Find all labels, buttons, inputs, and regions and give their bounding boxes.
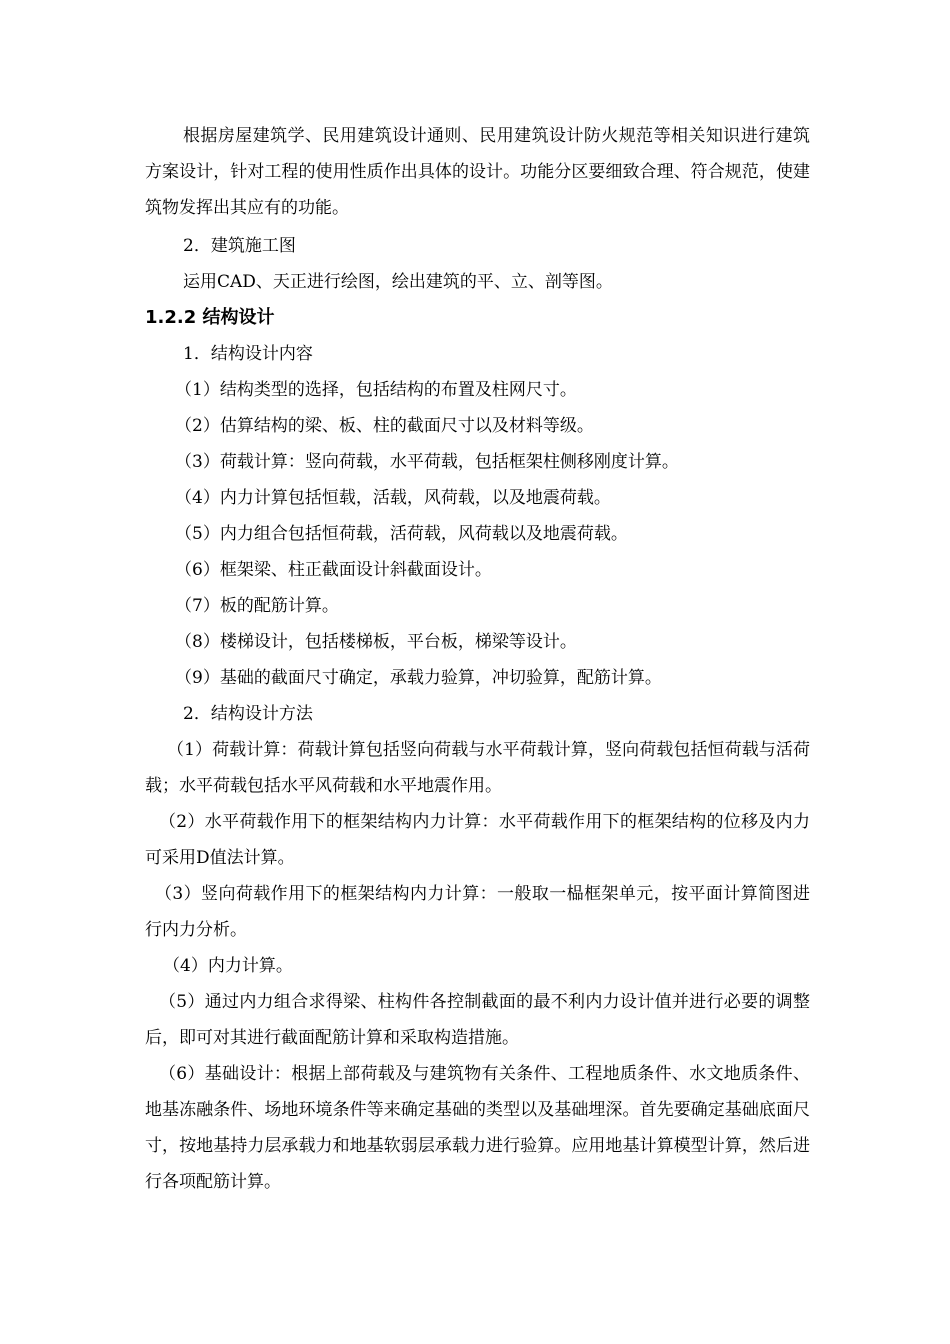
method-item: （1）荷载计算：荷载计算包括竖向荷载与水平荷载计算，竖向荷载包括恒荷载与活荷载；水平荷载包括水平风荷载和水平地震作用。 bbox=[145, 740, 810, 796]
content-item: （7）板的配筋计算。 bbox=[175, 596, 339, 616]
content-item: （9）基础的截面尺寸确定，承载力验算，冲切验算，配筋计算。 bbox=[175, 668, 662, 688]
method-title: 2．结构设计方法 bbox=[183, 704, 313, 724]
content-item: （8）楼梯设计，包括楼梯板，平台板，梯梁等设计。 bbox=[175, 632, 577, 652]
intro-paragraph: 根据房屋建筑学、民用建筑设计通则、民用建筑设计防火规范等相关知识进行建筑方案设计，针对工程的使用性质作出具体的设计。功能分区要细致合理、符合规范，使建筑物发挥出其应有的功能。 bbox=[145, 126, 810, 218]
content-item: （2）估算结构的梁、板、柱的截面尺寸以及材料等级。 bbox=[175, 416, 594, 436]
item-title-construction-drawings: 2．建筑施工图 bbox=[183, 236, 296, 256]
content-item: （4）内力计算包括恒载，活载，风荷载，以及地震荷载。 bbox=[175, 488, 611, 508]
content-item: （3）荷载计算：竖向荷载，水平荷载，包括框架柱侧移刚度计算。 bbox=[175, 452, 679, 472]
construction-drawings-text: 运用CAD、天正进行绘图，绘出建筑的平、立、剖等图。 bbox=[183, 272, 613, 292]
section-heading: 1.2.2 结构设计 bbox=[145, 307, 275, 328]
method-item: （3）竖向荷载作用下的框架结构内力计算：一般取一榀框架单元，按平面计算简图进行内力分析。 bbox=[145, 884, 810, 940]
method-item: （4）内力计算。 bbox=[163, 956, 293, 976]
method-item: （6）基础设计：根据上部荷载及与建筑物有关条件、工程地质条件、水文地质条件、地基冻融条件、场地环境条件等来确定基础的类型以及基础埋深。首先要确定基础底面尺寸，按地基持力层承载力和地基软弱层承载力进行验算。应用地基计算模型计算，然后进行各项配筋计算。 bbox=[145, 1064, 810, 1192]
content-item: （1）结构类型的选择，包括结构的布置及柱网尺寸。 bbox=[175, 380, 577, 400]
method-item: （5）通过内力组合求得梁、柱构件各控制截面的最不利内力设计值并进行必要的调整后，即可对其进行截面配筋计算和采取构造措施。 bbox=[145, 992, 810, 1048]
content-item: （6）框架梁、柱正截面设计斜截面设计。 bbox=[175, 560, 492, 580]
method-item: （2）水平荷载作用下的框架结构内力计算：水平荷载作用下的框架结构的位移及内力可采用D值法计算。 bbox=[145, 812, 810, 868]
content-item: （5）内力组合包括恒荷载，活荷载，风荷载以及地震荷载。 bbox=[175, 524, 628, 544]
content-title: 1．结构设计内容 bbox=[183, 344, 313, 364]
